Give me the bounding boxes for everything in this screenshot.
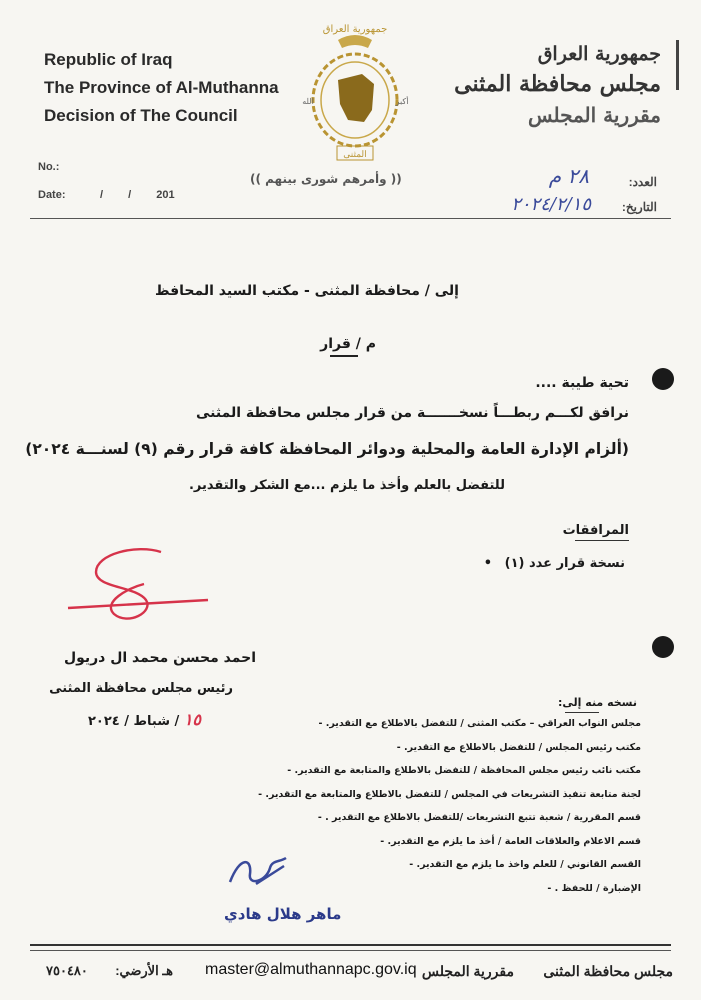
date-label-en: Date: [38, 189, 66, 201]
footer-council: مجلس محافظة المثنى [543, 963, 673, 979]
emblem-bottom-text: المثنى [343, 150, 367, 160]
footer-divider-1 [30, 944, 671, 946]
body-line-1: نرافق لكـــم ربطـــاً نسخـــــــة من قرار مجلس محافظة المثنى [195, 405, 629, 421]
cc-item-text: مجلس النواب العراقي – مكتب المثنى / للتفضل بالاطلاع مع التقدير. [325, 718, 641, 729]
cc-item-text: لجنة متابعة تنفيذ التشريعات في المجلس / للتفضل بالاطلاع والمتابعة مع التقدير. [265, 788, 641, 800]
date-label-ar: التاريخ: [621, 200, 657, 214]
cc-item [258, 764, 641, 778]
header-ar-line-1: جمهورية العراق [537, 43, 661, 65]
signatory-title: رئيس مجلس محافظة المثنى [49, 681, 233, 696]
signature-date-rest: / شباط / ٢٠٢٤ [87, 714, 180, 729]
cc-item [258, 811, 641, 825]
typist-initials-scribble [226, 852, 292, 892]
number-label-en: No.: [38, 161, 60, 173]
cc-item [258, 835, 641, 849]
body-line-2: (ألزام الإدارة العامة والمحلية ودوائر المحافظة كافة قرار رقم (٩) لسنـــة ٢٠٢٤) [25, 440, 629, 458]
cc-bullet-icon: - [396, 741, 401, 753]
header-en-line-1: Republic of Iraq [44, 50, 173, 69]
emblem-left-text: الله [302, 97, 314, 106]
cc-bullet-icon: - [258, 788, 263, 800]
motto: (( وأمرهم شورى بينهم )) [250, 172, 402, 186]
header-en-line-3: Decision of The Council [44, 106, 238, 125]
signature-scribble [66, 540, 216, 630]
cc-bullet-icon: - [318, 718, 323, 729]
footer-divider-2 [30, 950, 671, 951]
cc-underline [565, 712, 599, 713]
recipient-line: إلى / محافظة المثنى - مكتب السيد المحافظ [154, 283, 459, 299]
cc-item [258, 717, 641, 731]
subject-line: م / قرار [320, 336, 376, 352]
cc-item-text: مكتب رئيس المجلس / للتفضل بالاطلاع مع التقدير. [404, 741, 641, 753]
cc-label: نسخه منه إلى: [558, 696, 637, 709]
cc-item-text: الإضبارة / للحفظ . [554, 882, 641, 894]
attachment-item-text: نسخة قرار عدد (١) [504, 556, 625, 571]
cc-list [258, 717, 641, 905]
footer-phone-label: هـ الأرضي: [115, 963, 173, 978]
signature-date-day: ١٥ [183, 710, 201, 729]
header-divider [30, 218, 671, 219]
header-ar-line-2: مجلس محافظة المثنى [454, 71, 661, 97]
number-label-ar: العدد: [628, 175, 657, 189]
cc-bullet-icon: - [547, 882, 552, 894]
greeting: تحية طيبة .... [535, 375, 629, 391]
cc-item-text: قسم المقررية / شعبة تتبع التشريعات /للتفضل بالاطلاع مع التقدير . [325, 812, 641, 823]
signatory-name: احمد محسن محمد ال دريول [63, 650, 256, 666]
header-ar-line-3: مقررية المجلس [527, 103, 661, 127]
cc-bullet-icon: - [317, 812, 322, 823]
cc-item [258, 858, 641, 872]
emblem-top-text: جمهورية العراق [322, 24, 388, 35]
cc-item [258, 882, 641, 896]
emblem-right-text: أكبر [395, 97, 409, 106]
header-english [44, 46, 279, 130]
council-emblem-icon [290, 18, 420, 168]
typist-name: ماهر هلال هادي [224, 905, 342, 923]
cc-item-text: قسم الاعلام والعلاقات العامة / أخذ ما يلزم مع التقدير. [387, 835, 641, 847]
subject-underline [330, 355, 358, 357]
body-line-3: للتفضل بالعلم وأخذ ما يلزم ...مع الشكر والتقدير. [188, 478, 505, 493]
date-value-handwritten: ٢٠٢٤/٢/١٥ [511, 194, 591, 215]
cc-bullet-icon: - [287, 765, 292, 776]
cc-item-text: القسم القانوني / للعلم واخذ ما يلزم مع التقدير. [416, 859, 641, 870]
cc-bullet-icon: - [409, 859, 414, 870]
cc-bullet-icon: - [380, 835, 385, 847]
bullet-icon: • [483, 556, 493, 571]
header-arabic [454, 40, 661, 130]
attachment-item [484, 556, 625, 571]
footer-office: مقررية المجلس [421, 963, 514, 979]
number-value-handwritten: ٢٨ م [548, 164, 589, 188]
attachments-label: المرافقات [562, 523, 629, 538]
attachments-underline [575, 540, 629, 541]
cc-item [258, 788, 641, 802]
header-en-line-2: The Province of Al-Muthanna [44, 78, 279, 97]
punch-hole [652, 636, 674, 658]
cc-item-text: مكتب نائب رئيس مجلس المحافظة / للتفضل بالاطلاع والمتابعة مع التقدير. [294, 765, 641, 776]
punch-hole [652, 368, 674, 390]
cc-item [258, 741, 641, 755]
signature-date [88, 710, 201, 729]
footer-email[interactable]: master@almuthannapc.gov.iq [205, 961, 417, 978]
footer-phone: ٧٥٠٤٨٠ [46, 963, 88, 978]
margin-mark [676, 40, 679, 90]
date-value-en: / / 201 [100, 189, 175, 201]
